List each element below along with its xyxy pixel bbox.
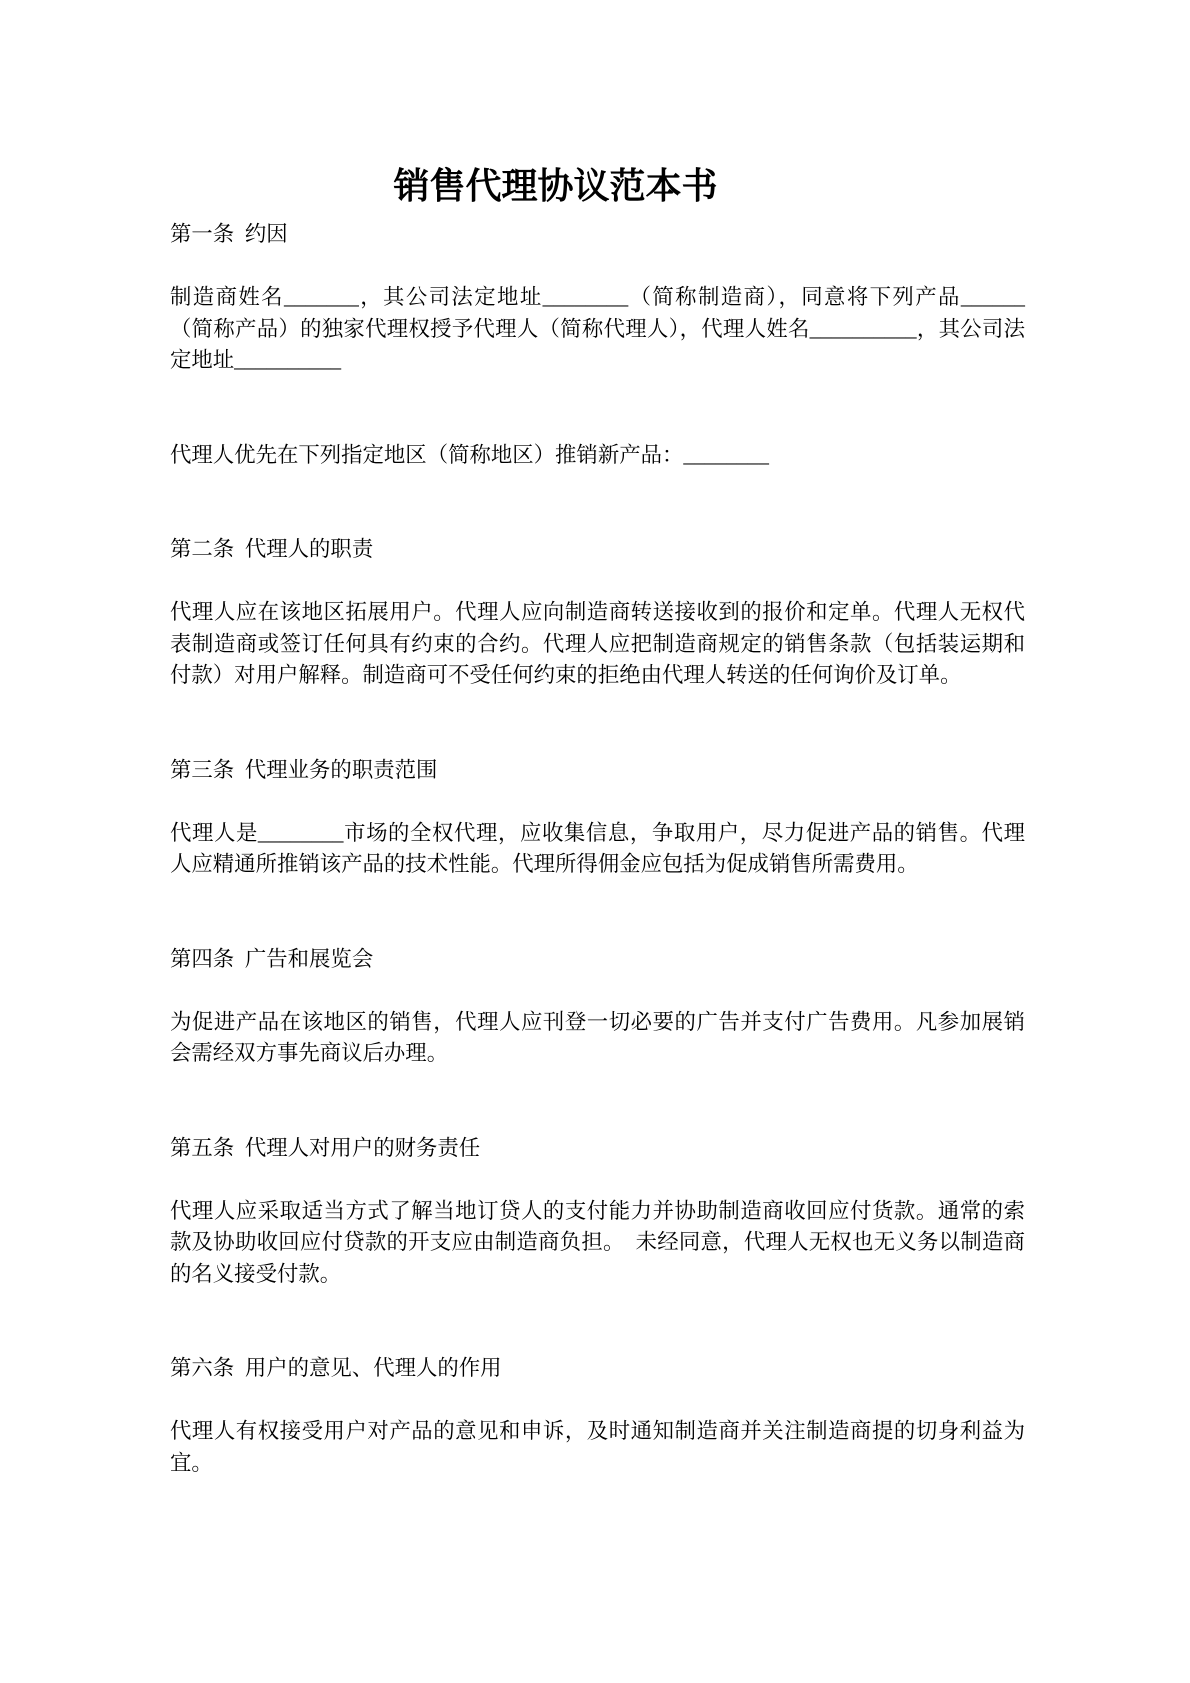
section-3-heading: 第三条 代理业务的职责范围: [170, 757, 438, 782]
section-5-heading: 第五条 代理人对用户的财务责任: [170, 1135, 481, 1160]
section-5-paragraph-1: 代理人应采取适当方式了解当地订贷人的支付能力并协助制造商收回应付货款。通常的索款及协助收回应付贷款的开支应由制造商负担。 未经同意，代理人无权也无义务以制造商的名义接受付款。: [170, 1198, 1025, 1286]
section-4-paragraph-1: 为促进产品在该地区的销售，代理人应刊登一切必要的广告并支付广告费用。凡参加展销会需经双方事先商议后办理。: [170, 1009, 1025, 1065]
section-4-heading: 第四条 广告和展览会: [170, 946, 374, 971]
section-6-paragraph-1: 代理人有权接受用户对产品的意见和申诉，及时通知制造商并关注制造商提的切身利益为宜。: [170, 1419, 1025, 1475]
section-6-heading: 第六条 用户的意见、代理人的作用: [170, 1356, 502, 1380]
section-2-heading: 第二条 代理人的职责: [170, 537, 374, 561]
section-1-paragraph-1: 制造商姓名_______，其公司法定地址________（简称制造商），同意将下列产品______（简称产品）的独家代理权授予代理人（简称代理人），代理人姓名__________，其公司法定地址__________: [170, 285, 1025, 372]
section-3-paragraph-1: 代理人是________市场的全权代理，应收集信息，争取用户，尽力促进产品的销售。代理人应精通所推销该产品的技术性能。代理所得佣金应包括为促成销售所需费用。: [170, 820, 1025, 876]
document-title: 销售代理协议范本书: [393, 166, 718, 206]
section-1-paragraph-2: 代理人优先在下列指定地区（简称地区）推销新产品：________: [170, 442, 769, 467]
section-2-paragraph-1: 代理人应在该地区拓展用户。代理人应向制造商转送接收到的报价和定单。代理人无权代表制造商或签订任何具有约束的合约。代理人应把制造商规定的销售条款（包括装运期和付款）对用户解释。制造商可不受任何约束的拒绝由代理人转送的任何询价及订单。: [170, 600, 1025, 687]
section-1-heading: 第一条 约因: [170, 222, 288, 246]
